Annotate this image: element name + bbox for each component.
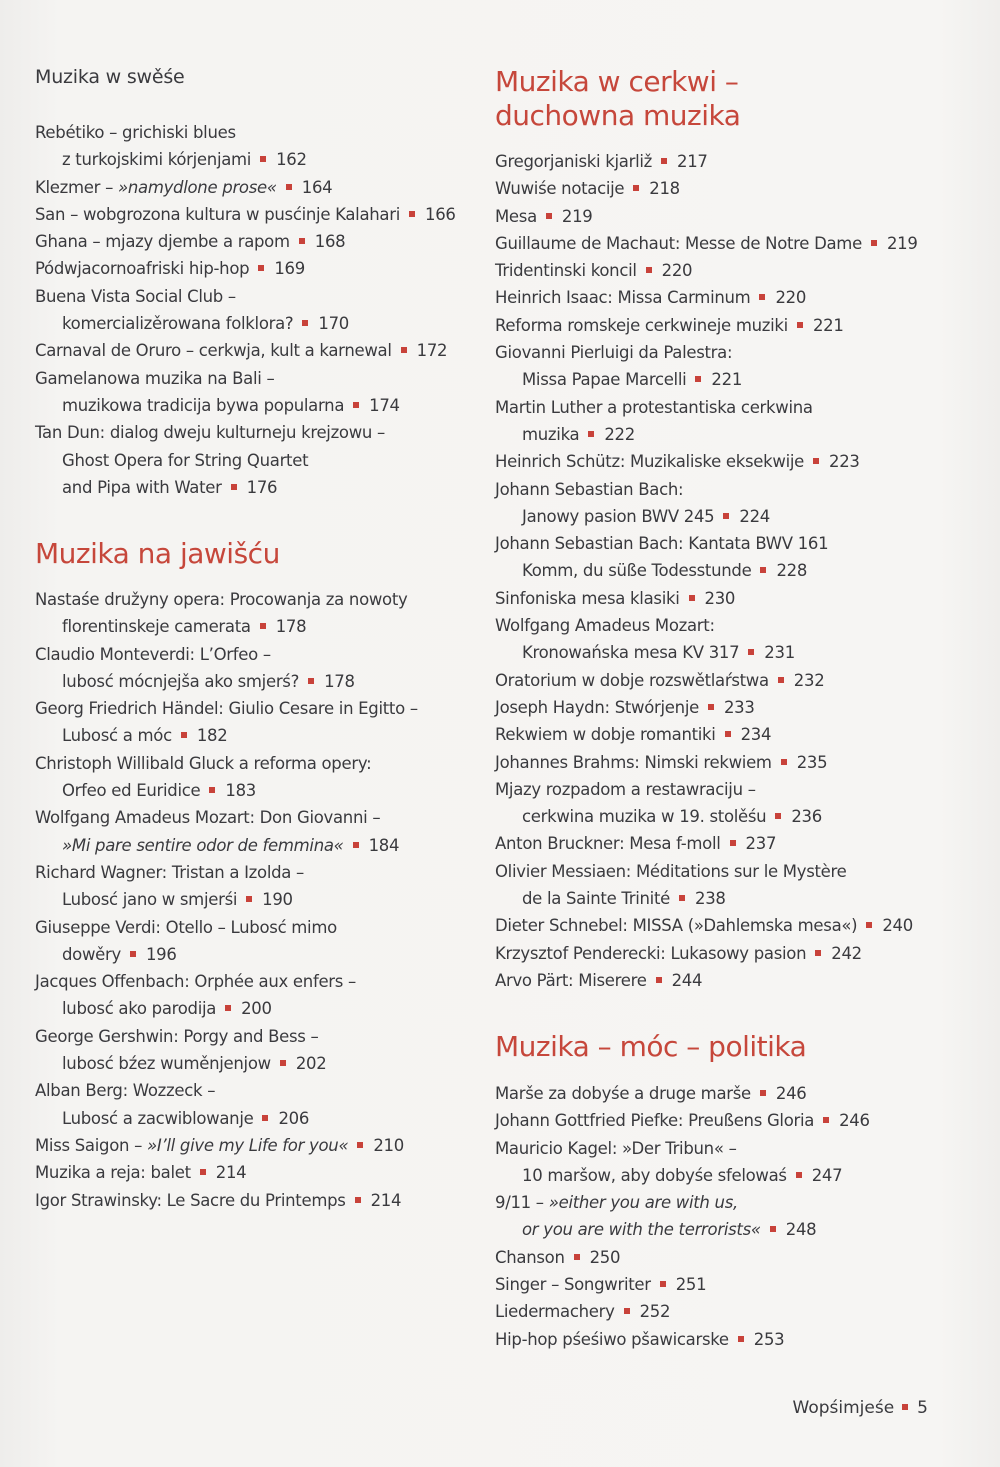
entry-title: Klezmer –: [35, 177, 118, 197]
square-bullet-icon: [181, 732, 187, 738]
toc-list: [495, 148, 955, 994]
page-number: 221: [812, 315, 844, 335]
entry-title: Dieter Schnebel: MISSA (»Dahlemska mesa«): [495, 916, 858, 936]
entry-title: dowěry: [62, 944, 121, 964]
entry-title: Wuwiśe notacije: [495, 179, 625, 199]
section-title-muzika-moc-politika: Muzika – móc – politika: [495, 1030, 807, 1063]
toc-entry: [495, 203, 955, 230]
square-bullet-icon: [796, 1172, 802, 1178]
toc-entry: [35, 941, 475, 968]
square-bullet-icon: [588, 431, 594, 437]
toc-entry: [495, 1326, 955, 1353]
toc-entry: [35, 228, 475, 255]
toc-entry: [495, 148, 955, 175]
toc-entry-continued: [35, 914, 475, 941]
entry-title: Lubosć a móc: [62, 726, 172, 746]
entry-title: Giovanni Pierluigi da Palestra:: [495, 343, 733, 363]
page-number: 220: [661, 261, 693, 281]
toc-entry: [35, 886, 475, 913]
square-bullet-icon: [546, 213, 552, 219]
toc-entry-continued: [35, 365, 475, 392]
page-number: 236: [791, 807, 822, 827]
page-number: 217: [677, 152, 708, 171]
entry-title: Miss Saigon –: [35, 1135, 147, 1155]
toc-list: [35, 586, 475, 1214]
square-bullet-icon: [778, 677, 784, 683]
page-number: 228: [776, 561, 808, 581]
square-bullet-icon: [656, 977, 662, 983]
page-number: 164: [301, 177, 333, 197]
square-bullet-icon: [708, 704, 714, 710]
square-bullet-icon: [748, 649, 754, 655]
page-number: 237: [745, 834, 777, 854]
entry-title: Gregorjaniski kjarliž: [495, 152, 652, 171]
page-number: 190: [262, 890, 293, 910]
entry-title: Pódwjacornoafriski hip-hop: [35, 259, 250, 279]
toc-entry-continued: [495, 1135, 955, 1162]
square-bullet-icon: [401, 347, 407, 353]
entry-title: Ghost Opera for String Quartet: [62, 450, 309, 470]
entry-title: Heinrich Isaac: Missa Carminum: [495, 288, 751, 308]
toc-entry: [35, 255, 475, 282]
toc-entry-continued: [495, 1189, 955, 1216]
square-bullet-icon: [815, 950, 821, 956]
square-bullet-icon: [260, 623, 266, 629]
page-number: 200: [241, 999, 272, 1019]
page-number: 178: [324, 671, 355, 691]
page-number: 169: [274, 259, 305, 279]
square-bullet-icon: [760, 567, 766, 573]
entry-title: muzikowa tradicija bywa popularna: [62, 395, 345, 415]
toc-entry: [35, 310, 475, 337]
entry-title: de la Sainte Trinité: [522, 889, 670, 909]
entry-title: Arvo Pärt: Miserere: [495, 970, 647, 990]
page-number: 235: [796, 752, 828, 772]
toc-entry: [35, 613, 475, 640]
toc-entry: [495, 1271, 955, 1298]
entry-title: Tridentinski koncil: [495, 261, 637, 281]
entry-title: Johann Sebastian Bach:: [495, 479, 684, 499]
square-bullet-icon: [797, 322, 803, 328]
entry-title: Johann Gottfried Piefke: Preußens Gloria: [495, 1111, 815, 1131]
page-number: 244: [671, 970, 703, 990]
toc-entry-continued: [35, 750, 475, 777]
toc-entry-continued: [35, 1023, 475, 1050]
entry-title: Liedermachery: [495, 1302, 615, 1322]
entry-title: lubosć ako parodija: [62, 999, 217, 1019]
toc-entry: [495, 667, 955, 694]
entry-title: Wolfgang Amadeus Mozart:: [495, 616, 715, 636]
entry-title: Mjazy rozpadom a restawraciju –: [495, 779, 756, 799]
square-bullet-icon: [695, 376, 701, 382]
entry-title: Nastaśe družyny opera: Procowanja za nowoty: [35, 590, 408, 609]
square-bullet-icon: [723, 513, 729, 519]
toc-entry: [35, 1159, 475, 1186]
page-number: 248: [785, 1220, 817, 1240]
entry-title: z turkojskimi kórjenjami: [62, 150, 252, 170]
entry-title: Wolfgang Amadeus Mozart: Don Giovanni –: [35, 808, 381, 828]
toc-entry-continued: [495, 339, 955, 366]
toc-entry: [495, 803, 955, 830]
entry-title-italic: »namydlone prose«: [117, 177, 277, 197]
toc-entry: [495, 585, 955, 612]
entry-title: muzika: [522, 424, 580, 444]
toc-entry-continued: [35, 283, 475, 310]
square-bullet-icon: [730, 840, 736, 846]
entry-title: Guillaume de Machaut: Messe de Notre Dame: [495, 233, 862, 253]
square-bullet-icon: [770, 1226, 776, 1232]
entry-title: Janowy pasion BWV 245: [522, 506, 715, 526]
page-number: 168: [314, 232, 346, 252]
entry-title: Alban Berg: Wozzeck –: [35, 1081, 216, 1101]
toc-entry: [35, 174, 475, 201]
page-number: 253: [753, 1329, 785, 1349]
entry-title-italic: »either you are with us,: [548, 1193, 738, 1213]
toc-entry: [495, 885, 955, 912]
toc-entry-continued: [35, 695, 475, 722]
page-number: 230: [704, 588, 736, 608]
square-bullet-icon: [308, 678, 314, 684]
page-number: 219: [886, 233, 918, 253]
square-bullet-icon: [823, 1117, 829, 1123]
page-number: 219: [561, 206, 593, 226]
toc-entry: [495, 257, 955, 284]
entry-title: Rekwiem w dobje romantiki: [495, 725, 716, 745]
page-number: 240: [882, 916, 913, 936]
page-number: 5: [917, 1398, 928, 1418]
entry-title: Claudio Monteverdi: L’Orfeo –: [35, 644, 271, 664]
toc-entry-continued: [495, 394, 955, 421]
entry-title: komercializěrowana folklora?: [62, 314, 294, 334]
page-number: 170: [318, 314, 349, 334]
square-bullet-icon: [209, 787, 215, 793]
toc-entry-continued: [495, 476, 955, 503]
toc-entry-continued: [495, 612, 955, 639]
entry-title: Heinrich Schütz: Muzikaliske eksekwije: [495, 452, 805, 472]
toc-entry: [35, 995, 475, 1022]
square-bullet-icon: [299, 238, 305, 244]
entry-title: Lubosć jano w smjerśi: [62, 890, 238, 910]
entry-title: San – wobgrozona kultura w pusćinje Kalahari: [35, 204, 400, 224]
toc-entry: [35, 722, 475, 749]
entry-title: Martin Luther a protestantiska cerkwina: [495, 397, 813, 417]
toc-entry: [35, 1132, 475, 1159]
toc-entry: [495, 1080, 955, 1107]
page-number: 162: [276, 150, 307, 170]
page-number: 246: [775, 1084, 807, 1103]
page-footer: [793, 1398, 928, 1418]
square-bullet-icon: [781, 759, 787, 765]
page-number: 183: [225, 781, 256, 801]
toc-entry: [35, 474, 475, 501]
page-number: 222: [604, 424, 635, 444]
square-bullet-icon: [355, 1197, 361, 1203]
toc-entry: [495, 284, 955, 311]
entry-title-italic: »I’ll give my Life for you«: [147, 1135, 349, 1155]
toc-entry: [495, 940, 955, 967]
toc-entry: [495, 175, 955, 202]
square-bullet-icon: [258, 265, 264, 271]
entry-title: Christoph Willibald Gluck a reforma opery:: [35, 753, 372, 773]
toc-entry: [495, 639, 955, 666]
page-number: 242: [831, 943, 862, 963]
page-number: 220: [775, 288, 807, 308]
square-bullet-icon: [646, 267, 652, 273]
toc-entry: [495, 694, 955, 721]
page-number: 223: [829, 452, 860, 472]
entry-title: Missa Papae Marcelli: [522, 370, 687, 390]
square-bullet-icon: [353, 842, 359, 848]
square-bullet-icon: [302, 320, 308, 326]
toc-entry: [35, 832, 475, 859]
page-number: 210: [373, 1135, 404, 1155]
page-number: 214: [370, 1190, 402, 1210]
toc-entry: [495, 1107, 955, 1134]
toc-entry: [495, 967, 955, 994]
toc-list: [495, 1080, 955, 1353]
toc-entry-continued: [35, 641, 475, 668]
entry-title: Singer – Songwriter: [495, 1275, 651, 1295]
toc-entry: [35, 1050, 475, 1077]
entry-title: florentinskeje camerata: [62, 617, 251, 637]
toc-entry: [495, 503, 955, 530]
page-number: 224: [739, 506, 770, 526]
toc-entry-continued: [35, 447, 475, 474]
square-bullet-icon: [260, 156, 266, 162]
entry-title: Muzika a reja: balet: [35, 1163, 191, 1183]
entry-title: Lubosć a zacwiblowanje: [62, 1108, 254, 1128]
square-bullet-icon: [574, 1254, 580, 1260]
toc-entry: [495, 1244, 955, 1271]
entry-title: Giuseppe Verdi: Otello – Lubosć mimo: [35, 917, 337, 937]
entry-title: Tan Dun: dialog dweju kulturneju krejzowu –: [35, 423, 385, 443]
entry-title: Krzysztof Penderecki: Lukasowy pasion: [495, 943, 807, 963]
entry-title: Sinfoniska mesa klasiki: [495, 588, 680, 608]
square-bullet-icon: [357, 1142, 363, 1148]
square-bullet-icon: [353, 402, 359, 408]
square-bullet-icon: [225, 1005, 231, 1011]
entry-title: Oratorium w dobje rozswětlaŕstwa: [495, 670, 769, 690]
entry-title: Komm, du süße Todesstunde: [522, 561, 752, 581]
toc-entry-continued: [35, 119, 475, 146]
page-number: 234: [740, 725, 772, 745]
square-bullet-icon: [130, 951, 136, 957]
toc-entry: [495, 1216, 955, 1243]
toc-list: [35, 119, 475, 501]
square-bullet-icon: [633, 185, 639, 191]
toc-entry: [35, 337, 475, 364]
square-bullet-icon: [902, 1404, 908, 1410]
square-bullet-icon: [280, 1060, 286, 1066]
page-number: 218: [649, 179, 680, 199]
entry-title: Reforma romskeje cerkwineje muziki: [495, 315, 788, 335]
section-title-muzika-w-cerkwi-line1: Muzika w cerkwi –: [495, 65, 739, 98]
page-number: 178: [275, 617, 307, 637]
section-title-muzika-w-swese: Muzika w swěśe: [35, 66, 185, 88]
square-bullet-icon: [725, 731, 731, 737]
square-bullet-icon: [660, 1281, 666, 1287]
entry-title: cerkwina muzika w 19. stolěśu: [522, 807, 767, 827]
page-number: 251: [675, 1275, 707, 1295]
square-bullet-icon: [775, 813, 781, 819]
entry-title: Mesa: [495, 206, 537, 226]
page-number: 252: [639, 1302, 671, 1322]
toc-entry-continued: [495, 530, 955, 557]
entry-title: Marše za dobyśe a druge marše: [495, 1084, 751, 1103]
entry-title: George Gershwin: Porgy and Bess –: [35, 1026, 319, 1046]
toc-entry: [495, 230, 955, 257]
entry-title: Georg Friedrich Händel: Giulio Cesare in Egitto –: [35, 699, 418, 719]
entry-title: Anton Bruckner: Mesa f-moll: [495, 834, 721, 854]
page-number: 231: [764, 643, 795, 663]
page-number: 247: [811, 1165, 843, 1185]
page-number: 221: [711, 370, 743, 390]
square-bullet-icon: [679, 895, 685, 901]
toc-entry-continued: [35, 968, 475, 995]
square-bullet-icon: [624, 1308, 630, 1314]
page-number: 174: [369, 395, 400, 415]
square-bullet-icon: [866, 922, 872, 928]
toc-entry: [35, 392, 475, 419]
square-bullet-icon: [661, 158, 667, 164]
toc-entry: [35, 1105, 475, 1132]
toc-entry: [495, 557, 955, 584]
entry-title: Olivier Messiaen: Méditations sur le Mystère: [495, 861, 847, 881]
toc-entry: [35, 201, 475, 228]
entry-title: and Pipa with Water: [62, 477, 222, 497]
square-bullet-icon: [409, 211, 415, 217]
entry-title: 10 maršow, aby dobyśe sfelowaś: [522, 1165, 787, 1185]
section-title-muzika-na-jawiscu: Muzika na jawišću: [35, 537, 280, 570]
footer-label: Wopśimjeśe: [792, 1398, 895, 1418]
page-number: 166: [425, 204, 456, 224]
square-bullet-icon: [262, 1115, 268, 1121]
toc-entry: [495, 721, 955, 748]
entry-title: lubosć mócnjejša ako smjerś?: [62, 671, 300, 691]
page-number: 238: [695, 889, 726, 909]
square-bullet-icon: [759, 294, 765, 300]
toc-entry: [495, 366, 955, 393]
entry-title: lubosć bźez wuměnjenjow: [62, 1054, 271, 1074]
toc-entry-continued: [35, 586, 475, 613]
entry-title: Buena Vista Social Club –: [35, 286, 236, 306]
toc-entry: [495, 912, 955, 939]
entry-title-italic: »Mi pare sentire odor de femmina«: [62, 835, 344, 855]
entry-title: Johann Sebastian Bach: Kantata BWV 161: [495, 534, 829, 554]
entry-title: Gamelanowa muzika na Bali –: [35, 368, 275, 388]
toc-entry: [35, 146, 475, 173]
page-number: 233: [723, 697, 755, 717]
toc-entry-continued: [495, 776, 955, 803]
toc-entry: [35, 668, 475, 695]
entry-title: Mauricio Kagel: »Der Tribun« –: [495, 1138, 737, 1158]
square-bullet-icon: [760, 1090, 766, 1096]
square-bullet-icon: [813, 458, 819, 464]
entry-title: Igor Strawinsky: Le Sacre du Printemps: [35, 1190, 346, 1210]
toc-entry: [495, 421, 955, 448]
toc-entry-continued: [495, 858, 955, 885]
page-number: 214: [215, 1163, 247, 1183]
entry-title: Ghana – mjazy djembe a rapom: [35, 232, 290, 252]
page-number: 184: [368, 835, 400, 855]
entry-title: Orfeo ed Euridice: [62, 781, 201, 801]
page-number: 246: [839, 1111, 870, 1131]
square-bullet-icon: [231, 484, 237, 490]
square-bullet-icon: [738, 1336, 744, 1342]
page-number: 232: [793, 670, 825, 690]
page-number: 172: [416, 341, 448, 361]
toc-entry: [495, 749, 955, 776]
square-bullet-icon: [689, 595, 695, 601]
square-bullet-icon: [200, 1169, 206, 1175]
toc-entry: [35, 777, 475, 804]
entry-title: Kronowańska mesa KV 317: [522, 643, 740, 663]
page-number: 250: [589, 1247, 621, 1267]
section-title-muzika-w-cerkwi-line2: duchowna muzika: [495, 99, 741, 132]
page-number: 176: [246, 477, 278, 497]
toc-entry: [495, 1162, 955, 1189]
entry-title: Chanson: [495, 1247, 565, 1267]
toc-entry-continued: [35, 1077, 475, 1104]
entry-title: Richard Wagner: Tristan a Izolda –: [35, 862, 304, 882]
entry-title: Jacques Offenbach: Orphée aux enfers –: [35, 972, 356, 992]
page-number: 182: [196, 726, 228, 746]
toc-entry-continued: [35, 804, 475, 831]
toc-entry: [495, 312, 955, 339]
toc-entry-continued: [35, 859, 475, 886]
toc-entry: [495, 830, 955, 857]
entry-title: Hip-hop pśeśiwo pšawicarske: [495, 1329, 729, 1349]
entry-title-italic: or you are with the terrorists«: [522, 1220, 761, 1240]
toc-entry: [495, 448, 955, 475]
page-number: 202: [295, 1054, 327, 1074]
toc-entry-continued: [35, 419, 475, 446]
entry-title: Joseph Haydn: Stwórjenje: [495, 697, 699, 717]
entry-title: 9/11 –: [495, 1193, 549, 1213]
toc-entry: [495, 1298, 955, 1325]
page-number: 206: [278, 1108, 310, 1128]
square-bullet-icon: [286, 184, 292, 190]
square-bullet-icon: [246, 896, 252, 902]
square-bullet-icon: [871, 240, 877, 246]
entry-title: Rebétiko – grichiski blues: [35, 123, 236, 142]
entry-title: Johannes Brahms: Nimski rekwiem: [495, 752, 772, 772]
toc-entry: [35, 1187, 475, 1214]
entry-title: Carnaval de Oruro – cerkwja, kult a karnewal: [35, 341, 392, 361]
page-number: 196: [145, 944, 177, 964]
